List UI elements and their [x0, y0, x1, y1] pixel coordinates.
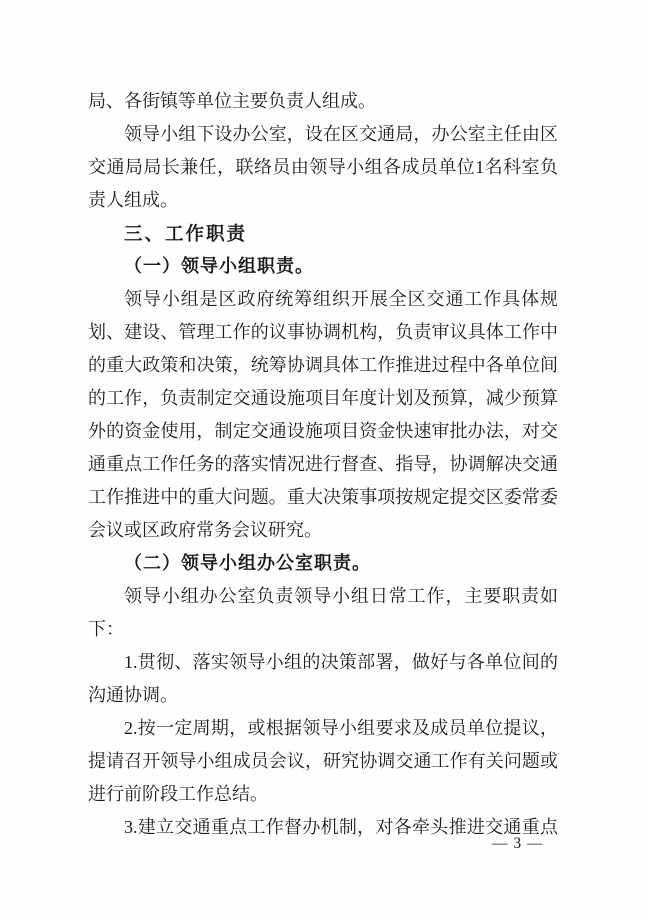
text-line: 提请召开领导小组成员会议，研究协调交通工作有关问题或	[88, 751, 558, 771]
text-line: 领导小组办公室负责领导小组日常工作，主要职责如	[124, 586, 558, 606]
numbered-item-3-line: 3.建立交通重点工作督办机制，对各牵头推进交通重点	[124, 817, 558, 837]
subsection-heading-1: （一）领导小组职责。	[124, 256, 314, 276]
subsection-heading-2: （二）领导小组办公室职责。	[124, 553, 371, 573]
text-line: 下：	[88, 619, 124, 639]
text-line: 沟通协调。	[88, 685, 178, 705]
document-body	[88, 85, 558, 844]
text-line: 的重大政策和决策，统筹协调具体工作推进过程中各单位间	[88, 355, 558, 375]
text-line: 通重点工作任务的落实情况进行督查、指导，协调解决交通	[88, 454, 558, 474]
text-line: 领导小组是区政府统筹组织开展全区交通工作具体规	[124, 289, 558, 309]
numbered-item-1-line: 1.贯彻、落实领导小组的决策部署，做好与各单位间的	[124, 652, 558, 672]
text-line: 外的资金使用，制定交通设施项目资金快速审批办法，对交	[88, 421, 558, 441]
section-heading: 三、工作职责	[124, 223, 248, 244]
text-line: 划、建设、管理工作的议事协调机构，负责审议具体工作中	[88, 322, 558, 342]
text-line: 交通局局长兼任，联络员由领导小组各成员单位1名科室负	[88, 157, 558, 177]
text-line: 领导小组下设办公室，设在区交通局，办公室主任由区	[124, 124, 558, 144]
text-line: 责人组成。	[88, 190, 178, 210]
text-line: 工作推进中的重大问题。重大决策事项按规定提交区委常委	[88, 487, 558, 507]
text-line: 局、各街镇等单位主要负责人组成。	[88, 91, 376, 111]
text-line: 的工作，负责制定交通设施项目年度计划及预算，减少预算	[88, 388, 558, 408]
page-number: — 3 —	[492, 835, 544, 852]
text-line: 进行前阶段工作总结。	[88, 784, 268, 804]
text-line: 会议或区政府常务会议研究。	[88, 520, 322, 540]
numbered-item-2-line: 2.按一定周期，或根据领导小组要求及成员单位提议，	[124, 718, 558, 738]
